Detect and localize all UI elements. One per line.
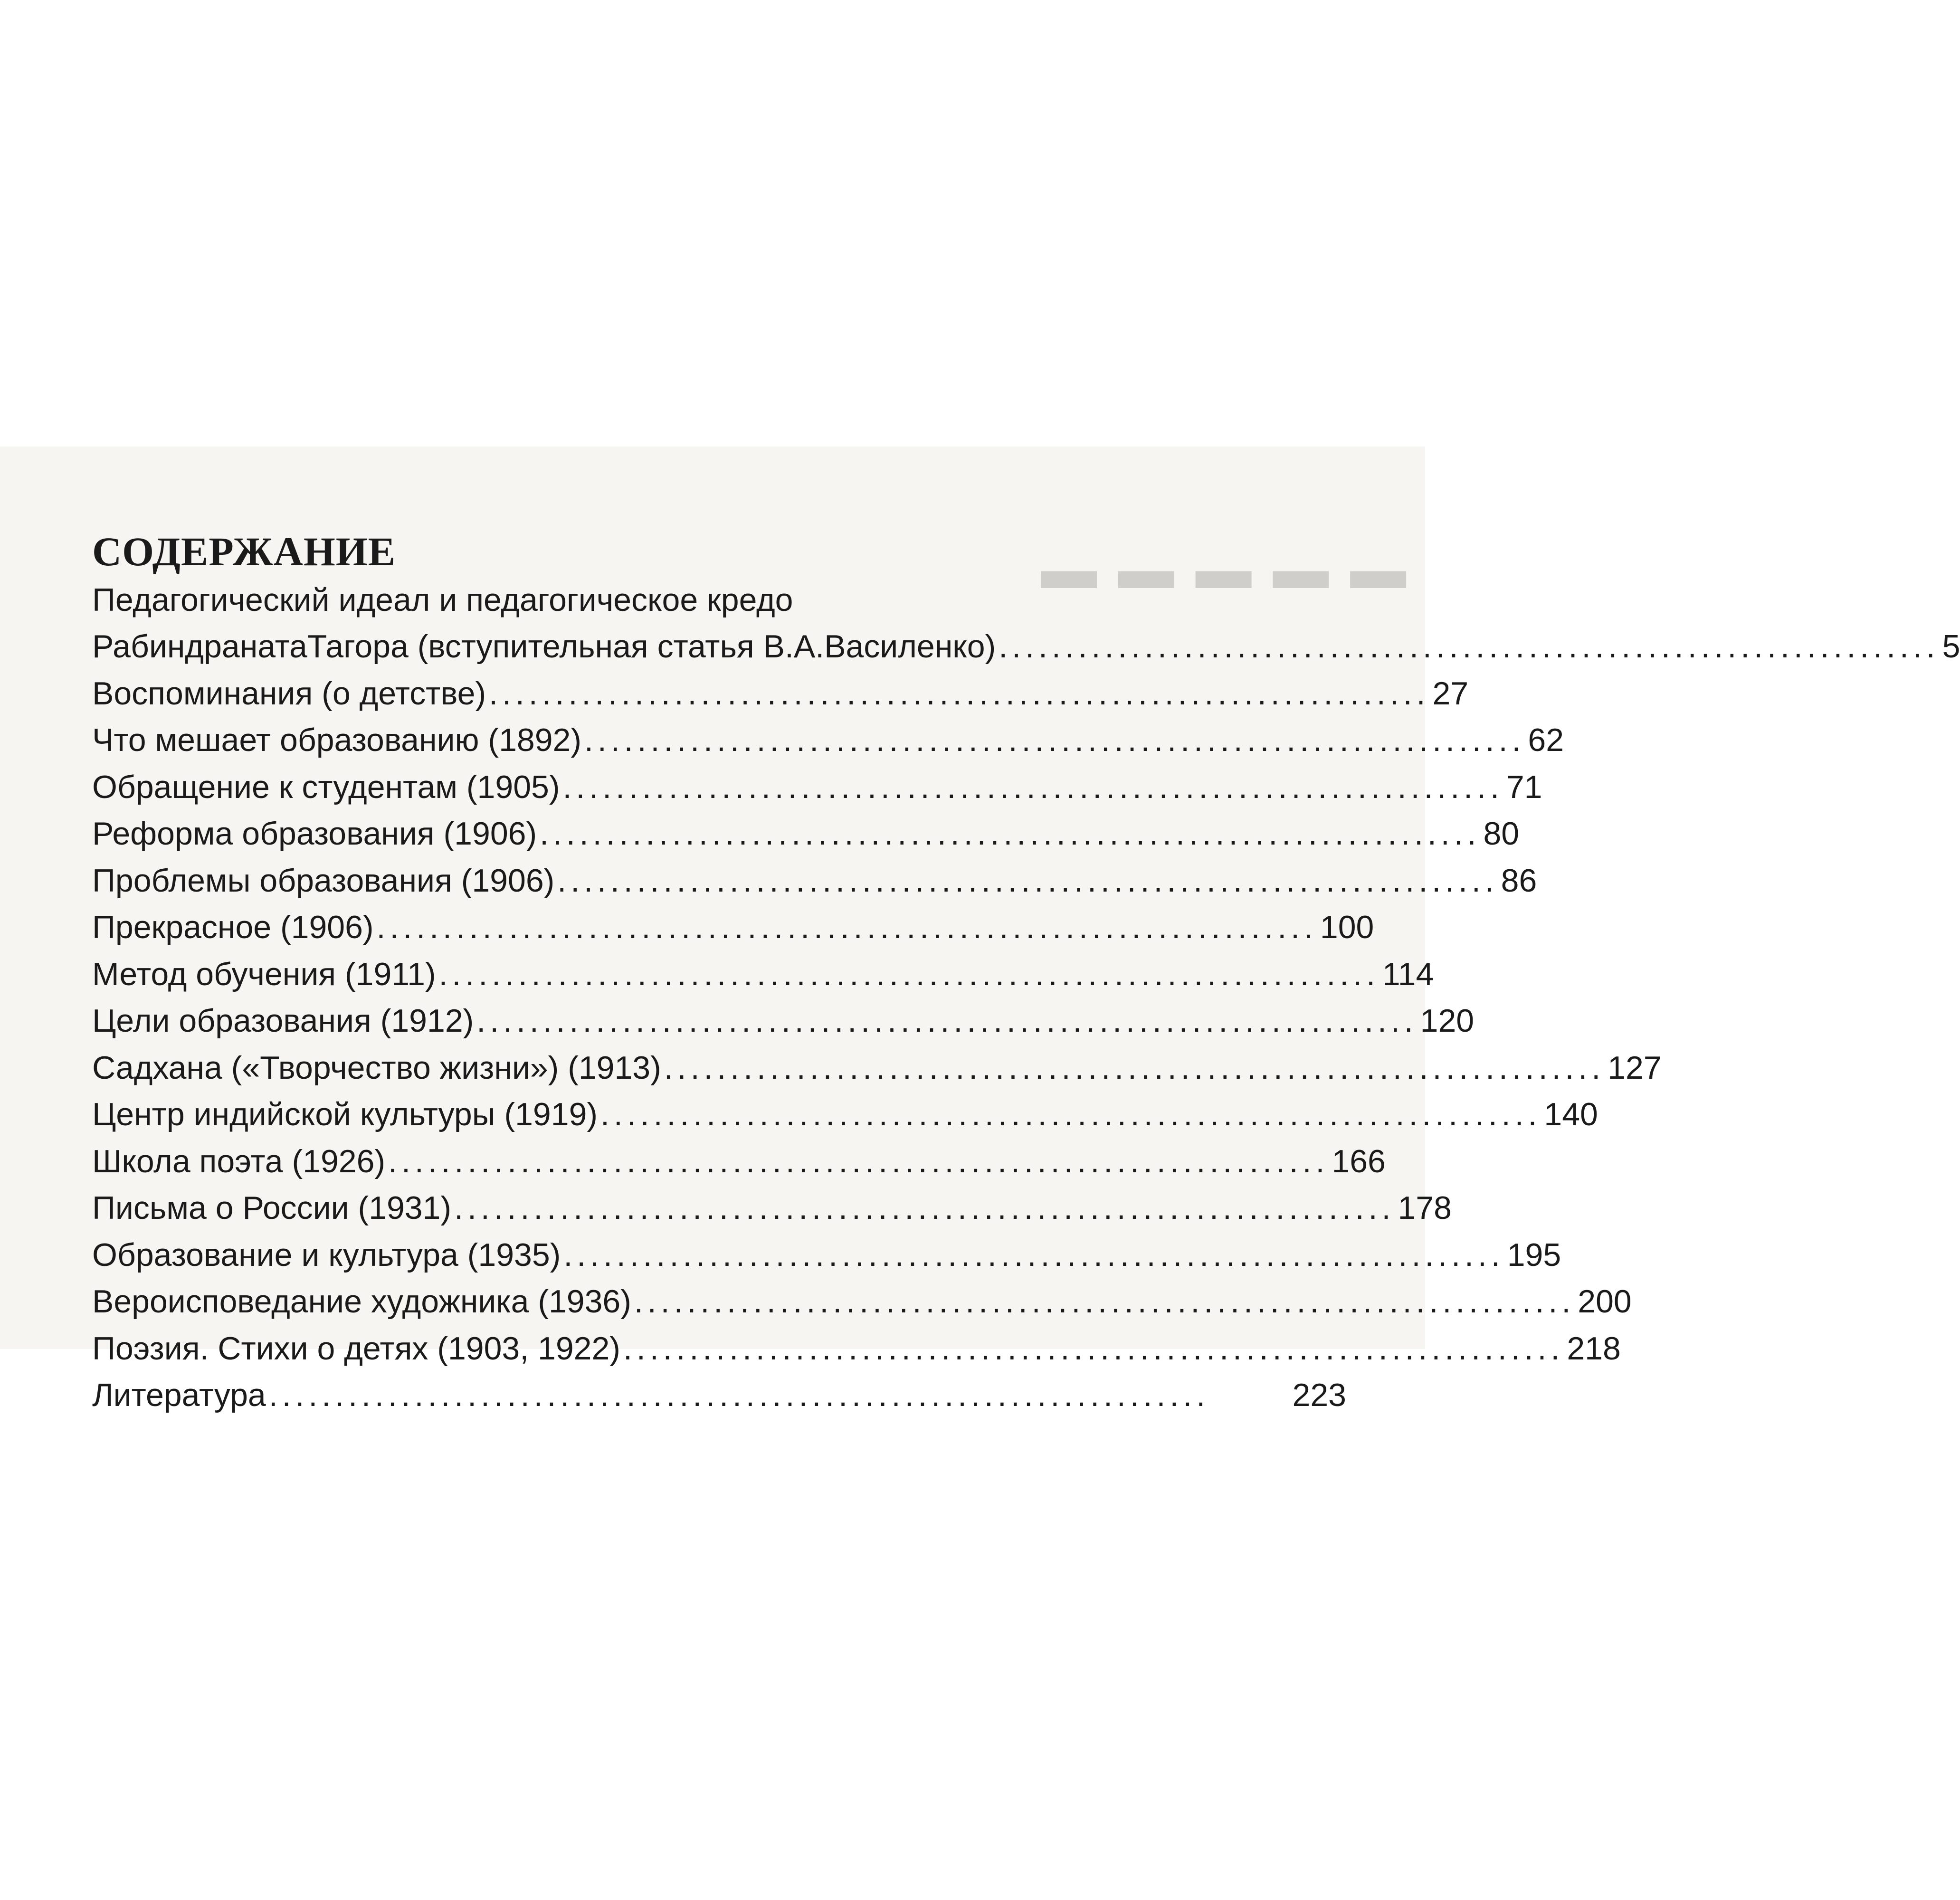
toc-page-number: 100 bbox=[1320, 909, 1374, 945]
toc-entry-text: Школа поэта (1926) bbox=[92, 1143, 386, 1179]
toc-entry-text: Что мешает образованию (1892) bbox=[92, 722, 581, 758]
toc-page-number: 140 bbox=[1544, 1096, 1598, 1132]
toc-entry bbox=[92, 951, 1434, 998]
toc-page-number: 166 bbox=[1332, 1143, 1386, 1179]
toc-entry-text: РабиндранатаТагора (вступительная статья В.А.Василенко) bbox=[92, 628, 996, 665]
toc-entry bbox=[92, 1138, 1386, 1185]
dot-leader: ....................................................................... bbox=[999, 628, 1940, 665]
toc-page-number: 218 bbox=[1567, 1330, 1621, 1367]
toc-entry-text: Садхана («Творчество жизни») (1913) bbox=[92, 1049, 661, 1086]
toc-page-number: 127 bbox=[1608, 1049, 1662, 1086]
toc-entry bbox=[92, 1278, 1632, 1325]
toc-page-number: 195 bbox=[1507, 1236, 1561, 1273]
toc-entry-text: Метод обучения (1911) bbox=[92, 956, 436, 992]
toc-page-number: 5 bbox=[1942, 628, 1960, 665]
dot-leader: ....................................................................... bbox=[557, 862, 1498, 899]
toc-entry bbox=[92, 717, 1564, 764]
toc-entry bbox=[92, 1372, 1346, 1419]
dot-leader: ....................................................................... bbox=[562, 769, 1503, 805]
toc-entry-text: Прекрасное (1906) bbox=[92, 909, 374, 945]
dot-leader: ....................................................................... bbox=[476, 1003, 1418, 1039]
toc-page-number: 27 bbox=[1432, 675, 1469, 712]
toc-entry-text: Вероисповедание художника (1936) bbox=[92, 1283, 631, 1320]
toc-page-number: 120 bbox=[1420, 1003, 1475, 1039]
toc-page-number: 71 bbox=[1506, 769, 1542, 805]
toc-entry-text: Педагогический идеал и педагогическое кредо bbox=[92, 582, 793, 618]
dot-leader: ....................................................................... bbox=[268, 1377, 1210, 1413]
toc-entry-text: Воспоминания (о детстве) bbox=[92, 675, 486, 712]
dot-leader: ....................................................................... bbox=[489, 675, 1430, 712]
toc-entry bbox=[92, 904, 1374, 951]
toc-entry bbox=[92, 1185, 1452, 1232]
dot-leader: ....................................................................... bbox=[438, 956, 1380, 992]
toc-entry bbox=[92, 857, 1537, 904]
toc-entry bbox=[92, 764, 1542, 811]
toc-entry-text: Письма о России (1931) bbox=[92, 1190, 452, 1226]
toc-entry bbox=[92, 1091, 1598, 1138]
toc-entry-text: Реформа образования (1906) bbox=[92, 816, 537, 852]
dot-leader: ....................................................................... bbox=[600, 1096, 1541, 1132]
dot-leader: ....................................................................... bbox=[563, 1236, 1504, 1273]
toc-page-number: 200 bbox=[1578, 1283, 1632, 1320]
dot-leader: ....................................................................... bbox=[388, 1143, 1329, 1179]
toc-entry-text: Центр индийской культуры (1919) bbox=[92, 1096, 598, 1132]
toc-entry bbox=[92, 998, 1475, 1045]
toc-entry-text: Цели образования (1912) bbox=[92, 1003, 474, 1039]
toc-entry-text: Образование и культура (1935) bbox=[92, 1236, 561, 1273]
toc-entry bbox=[92, 623, 1960, 670]
table-of-contents bbox=[92, 527, 1960, 1419]
dot-leader: ....................................................................... bbox=[454, 1190, 1395, 1226]
toc-entry-text: Обращение к студентам (1905) bbox=[92, 769, 560, 805]
toc-entry bbox=[92, 1325, 1621, 1372]
toc-entry bbox=[92, 1045, 1662, 1092]
toc-entry-text: Проблемы образования (1906) bbox=[92, 862, 555, 899]
dot-leader: ....................................................................... bbox=[540, 816, 1481, 852]
toc-entry bbox=[92, 1232, 1561, 1279]
dot-leader: ....................................................................... bbox=[634, 1283, 1575, 1320]
toc-page-number: 178 bbox=[1398, 1190, 1452, 1226]
dot-leader: ....................................................................... bbox=[623, 1330, 1564, 1367]
toc-entry bbox=[92, 670, 1469, 717]
dot-leader: ....................................................................... bbox=[584, 722, 1525, 758]
toc-page-number: 62 bbox=[1528, 722, 1564, 758]
toc-entry bbox=[92, 577, 1346, 623]
toc-page-number: 86 bbox=[1501, 862, 1537, 899]
dot-leader: ....................................................................... bbox=[376, 909, 1317, 945]
toc-entry-text: Литература bbox=[92, 1377, 266, 1413]
toc-entry-text: Поэзия. Стихи о детях (1903, 1922) bbox=[92, 1330, 620, 1367]
bleed-through-heading: ▬ ▬ ▬ ▬ ▬ bbox=[1037, 538, 1406, 600]
toc-title: СОДЕРЖАНИЕ bbox=[92, 529, 396, 574]
toc-page-number: 80 bbox=[1483, 816, 1520, 852]
toc-entry bbox=[92, 810, 1520, 857]
dot-leader: ....................................................................... bbox=[664, 1049, 1605, 1086]
toc-page-number: 223 bbox=[1292, 1377, 1346, 1413]
toc-page-number: 114 bbox=[1382, 956, 1434, 992]
